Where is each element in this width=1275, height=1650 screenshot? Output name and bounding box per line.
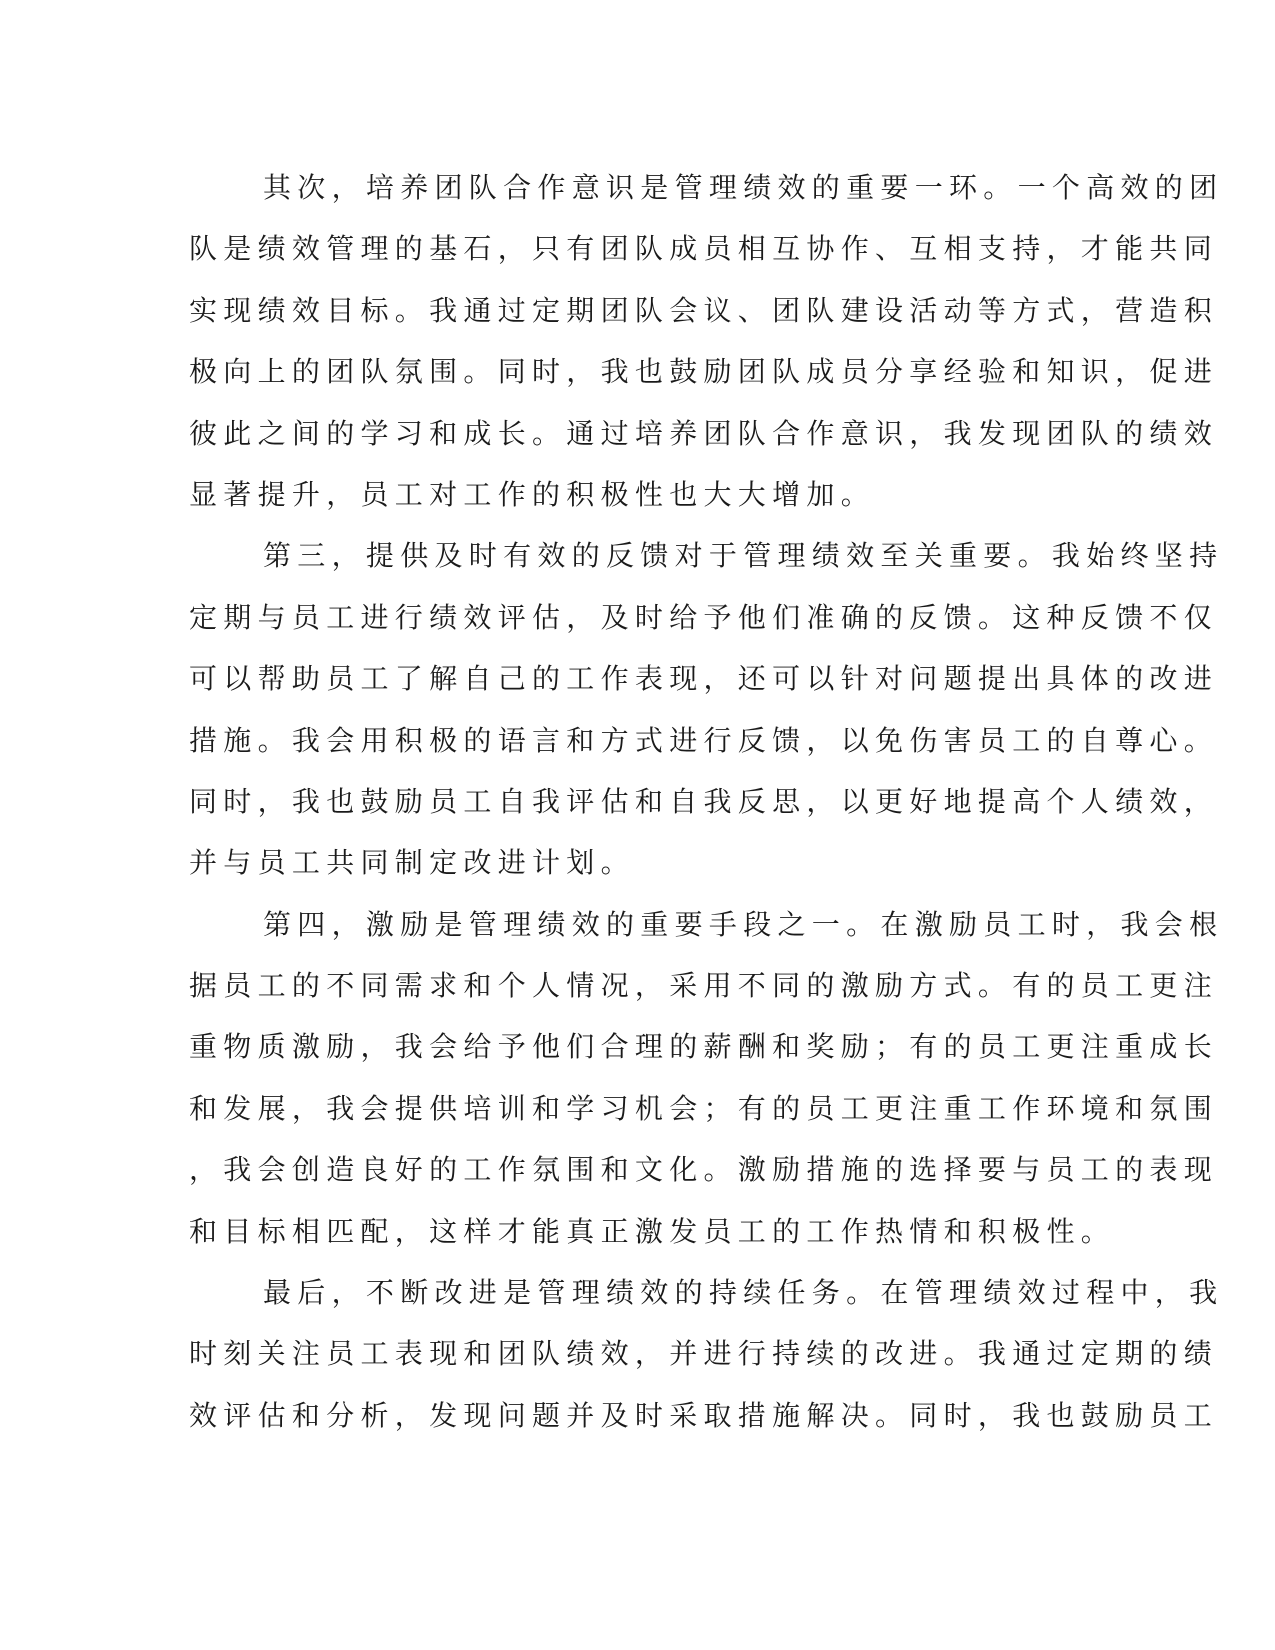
text-line: 定期与员工进行绩效评估，及时给予他们准确的反馈。这种反馈不仅: [189, 600, 1219, 634]
text-line: 效评估和分析，发现问题并及时采取措施解决。同时，我也鼓励员工: [189, 1398, 1219, 1432]
text-line: 第四，激励是管理绩效的重要手段之一。在激励员工时，我会根: [263, 907, 1224, 941]
text-line: 并与员工共同制定改进计划。: [189, 846, 635, 880]
text-line: 措施。我会用积极的语言和方式进行反馈，以免伤害员工的自尊心。: [189, 723, 1219, 757]
text-line: 极向上的团队氛围。同时，我也鼓励团队成员分享经验和知识，促进: [189, 355, 1219, 389]
text-line: 重物质激励，我会给予他们合理的薪酬和奖励；有的员工更注重成长: [189, 1030, 1219, 1064]
text-line: 其次，培养团队合作意识是管理绩效的重要一环。一个高效的团: [263, 171, 1224, 204]
text-line: 可以帮助员工了解自己的工作表现，还可以针对问题提出具体的改进: [189, 662, 1219, 696]
text-line: 和目标相匹配，这样才能真正激发员工的工作热情和积极性。: [189, 1214, 1116, 1248]
text-line: 和发展，我会提供培训和学习机会；有的员工更注重工作环境和氛围: [189, 1091, 1219, 1125]
text-line: 实现绩效目标。我通过定期团队会议、团队建设活动等方式，营造积: [189, 293, 1219, 327]
text-line: 最后，不断改进是管理绩效的持续任务。在管理绩效过程中，我: [263, 1276, 1224, 1310]
text-line: ，我会创造良好的工作氛围和文化。激励措施的选择要与员工的表现: [189, 1153, 1219, 1187]
text-line: 第三，提供及时有效的反馈对于管理绩效至关重要。我始终坚持: [263, 539, 1224, 573]
text-line: 据员工的不同需求和个人情况，采用不同的激励方式。有的员工更注: [189, 969, 1219, 1003]
text-line: 同时，我也鼓励员工自我评估和自我反思，以更好地提高个人绩效，: [189, 784, 1219, 818]
text-line: 时刻关注员工表现和团队绩效，并进行持续的改进。我通过定期的绩: [189, 1337, 1219, 1371]
body-text: [189, 157, 1224, 1446]
text-line: 队是绩效管理的基石，只有团队成员相互协作、互相支持，才能共同: [189, 232, 1219, 266]
text-line: 彼此之间的学习和成长。通过培养团队合作意识，我发现团队的绩效: [189, 416, 1219, 450]
text-line: 显著提升，员工对工作的积极性也大大增加。: [189, 477, 876, 511]
